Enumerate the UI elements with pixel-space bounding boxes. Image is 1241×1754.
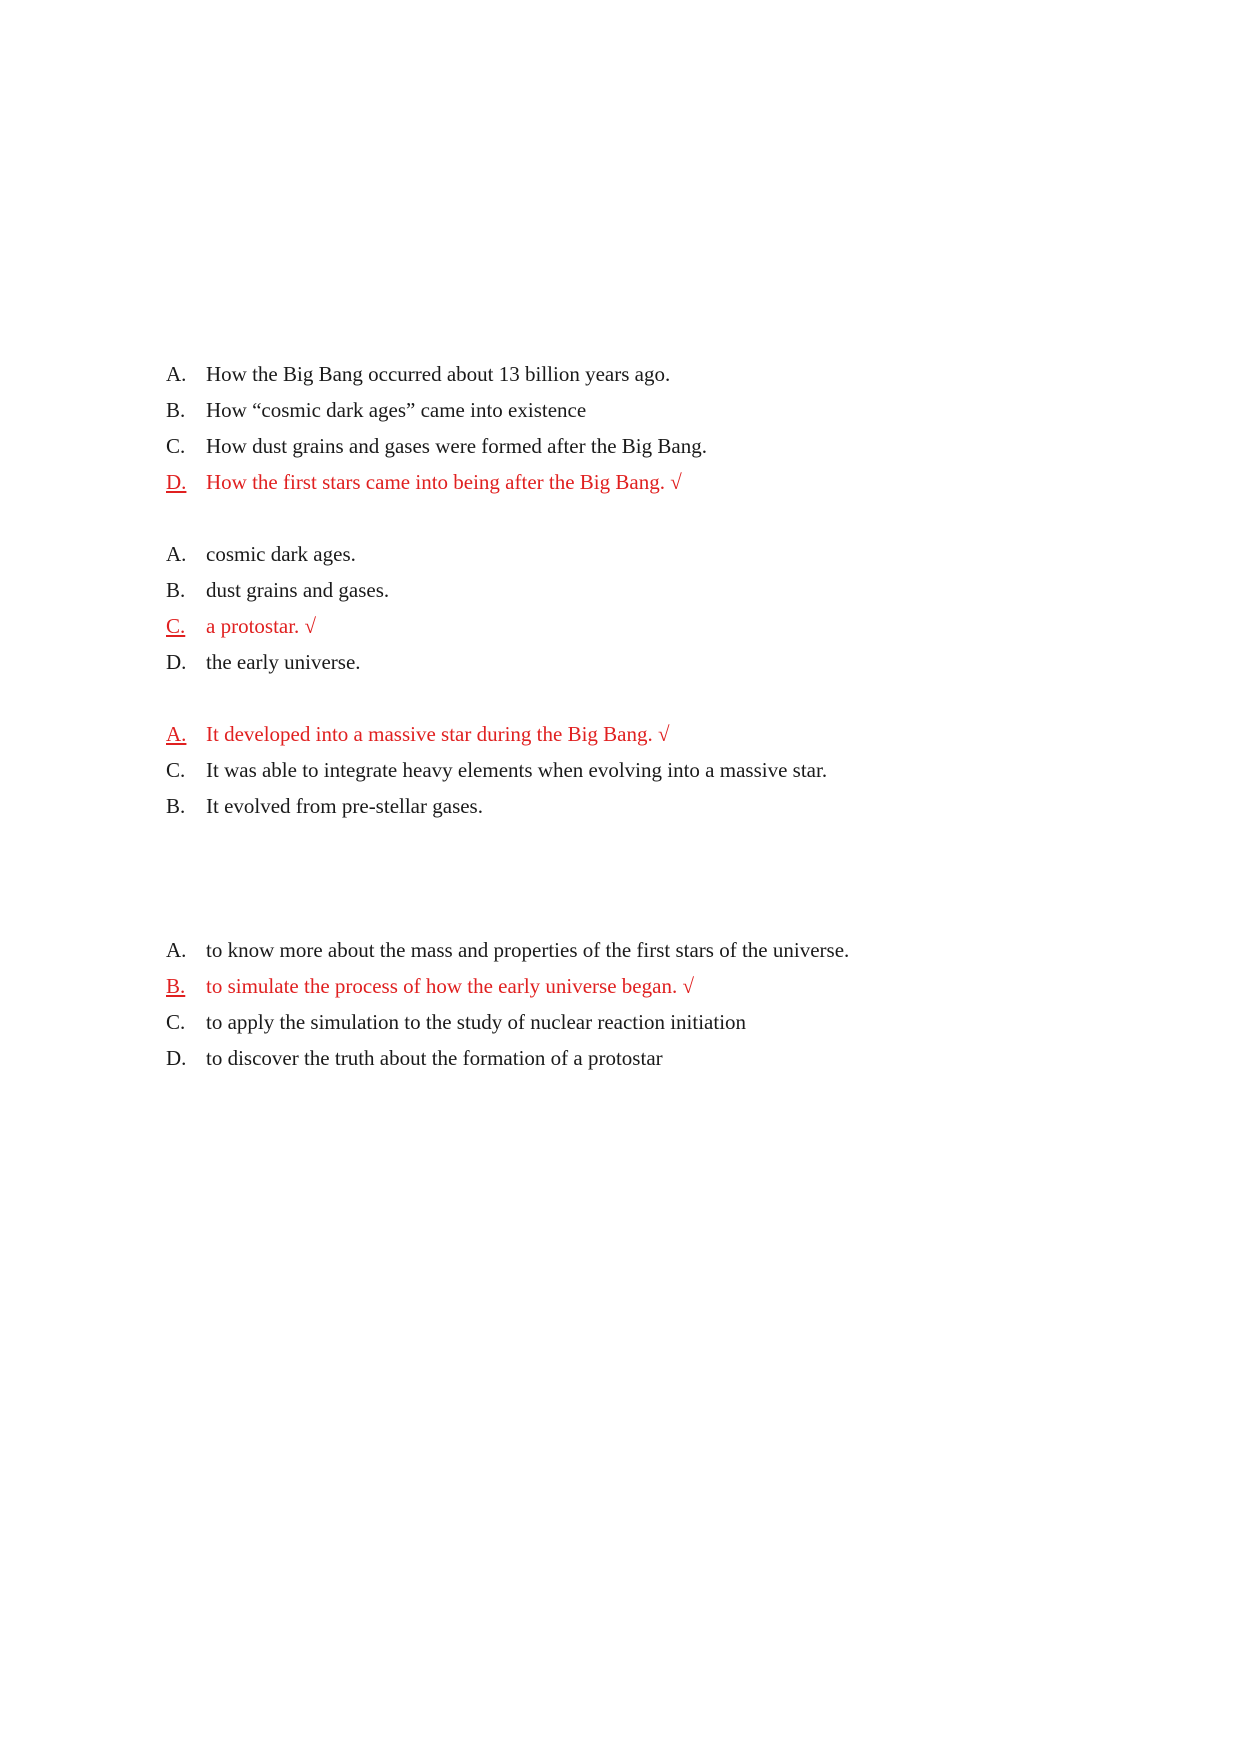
option: A. to know more about the mass and properties of the first stars of the universe. (166, 938, 850, 962)
question-list (116, 356, 1086, 1076)
option-correct: A. It developed into a massive star during the Big Bang. √ (166, 722, 670, 746)
option: D. the early universe. (166, 650, 361, 674)
option: C. to apply the simulation to the study of nuclear reaction initiation (166, 1010, 747, 1034)
option-correct: D. How the first stars came into being after the Big Bang. √ (166, 470, 682, 494)
option: D. to discover the truth about the formation of a protostar (166, 1046, 663, 1070)
option: C. How dust grains and gases were formed after the Big Bang. (166, 434, 707, 458)
option: A. How the Big Bang occurred about 13 billion years ago. (166, 362, 671, 386)
option-correct: B. to simulate the process of how the early universe began. √ (166, 974, 694, 998)
option-correct: C. a protostar. √ (166, 614, 317, 638)
option: A. cosmic dark ages. (166, 542, 356, 566)
option: B. How “cosmic dark ages” came into existence (166, 398, 587, 422)
option: C. It was able to integrate heavy elements when evolving into a massive star. (166, 758, 828, 782)
option: B. It evolved from pre-stellar gases. (166, 794, 483, 818)
option: B. dust grains and gases. (166, 578, 390, 602)
